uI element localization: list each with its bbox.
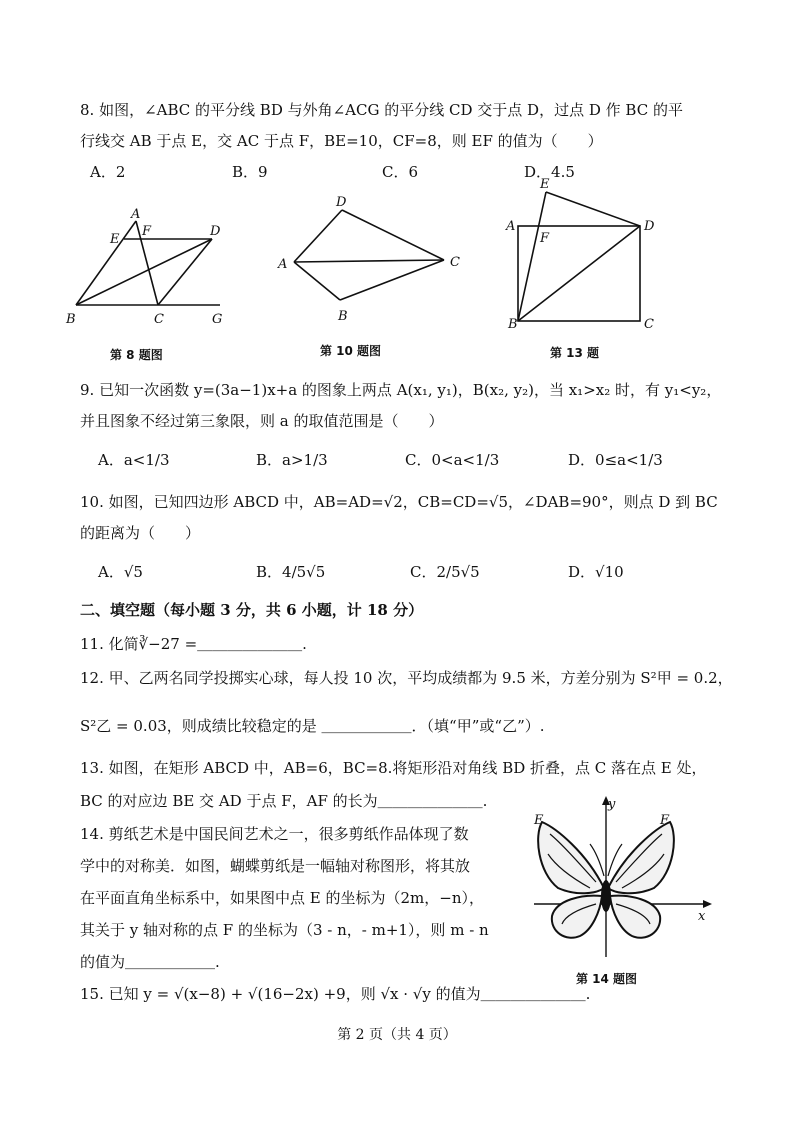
fig10-label-c: C: [450, 255, 460, 270]
fig10-label-d: D: [336, 195, 347, 210]
fig13-caption: 第 13 题: [550, 346, 600, 360]
fig8-label-d: D: [210, 224, 221, 239]
q10-option-b: B．4/5√5: [256, 563, 326, 581]
section-2-heading: 二、填空题（每小题 3 分，共 6 小题，计 18 分）: [80, 601, 424, 619]
fig8-label-c: C: [154, 312, 164, 327]
fig13-label-f: F: [540, 231, 550, 246]
fig13-label-d: D: [644, 219, 655, 234]
q14-line5: 的值为＿＿＿＿＿＿.: [80, 953, 220, 971]
fig10-label-a: A: [278, 257, 288, 272]
q11: 11. 化简∛−27 =＿＿＿＿＿＿＿.: [80, 635, 307, 653]
fig14-label-x: x: [698, 909, 706, 924]
q14-line2: 学中的对称美．如图，蝴蝶剪纸是一幅轴对称图形，将其放: [80, 857, 471, 875]
fig8-label-e: E: [110, 232, 120, 247]
fig13-label-b: B: [508, 317, 518, 332]
fig14-label-f: F: [660, 813, 670, 828]
fig14-caption: 第 14 题图: [576, 972, 638, 986]
fig8-label-b: B: [66, 312, 76, 327]
q8-option-d: D．4.5: [524, 163, 575, 181]
fig13-label-a: A: [506, 219, 516, 234]
q12-line2: S²乙 = 0.03，则成绩比较稳定的是 ＿＿＿＿＿＿．（填“甲”或“乙”）.: [80, 717, 545, 735]
fig13-label-c: C: [644, 317, 654, 332]
q10-line1: 10. 如图，已知四边形 ABCD 中，AB=AD=√2，CB=CD=√5，∠DAB=90°，则点 D 到 BC: [80, 493, 718, 511]
fig14-label-y: y: [608, 797, 616, 812]
fig13-label-e: E: [540, 177, 550, 192]
q9-option-a: A．a<1/3: [98, 451, 170, 469]
q10-line2: 的距离为（ ）: [80, 524, 201, 542]
q8-line1: 8. 如图，∠ABC 的平分线 BD 与外角∠ACG 的平分线 CD 交于点 D，过点 D 作 BC 的平: [80, 101, 683, 119]
fig14-label-e: E: [534, 813, 544, 828]
q9-line1: 9. 已知一次函数 y=(3a−1)x+a 的图象上两点 A(x₁, y₁)，B(x₂, y₂)，当 x₁>x₂ 时，有 y₁<y₂，: [80, 381, 722, 399]
page-footer: 第 2 页（共 4 页）: [337, 1027, 457, 1043]
fig8-label-g: G: [212, 312, 223, 327]
fig8-caption: 第 8 题图: [110, 348, 163, 362]
q9-option-d: D．0≤a<1/3: [568, 451, 663, 469]
fig10-caption: 第 10 题图: [320, 344, 382, 358]
q8-option-c: C．6: [382, 163, 419, 181]
q14-line1: 14. 剪纸艺术是中国民间艺术之一，很多剪纸作品体现了数: [80, 825, 469, 843]
q10-option-c: C．2/5√5: [410, 563, 480, 581]
figure-10: [270, 190, 470, 330]
fig8-label-a: A: [131, 207, 141, 222]
q14-line3: 在平面直角坐标系中，如果图中点 E 的坐标为（2m，−n），: [80, 889, 484, 907]
q13-line2: BC 的对应边 BE 交 AD 于点 F，AF 的长为＿＿＿＿＿＿＿.: [80, 792, 488, 810]
q10-option-d: D．√10: [568, 563, 624, 581]
fig10-label-b: B: [338, 309, 348, 324]
q12-line1: 12. 甲、乙两名同学投掷实心球，每人投 10 次，平均成绩都为 9.5 米，方差分别为 S²甲 = 0.2，: [80, 669, 733, 687]
figure-8: [62, 205, 242, 333]
q8-option-b: B．9: [232, 163, 268, 181]
q15: 15. 已知 y = √(x−8) + √(16−2x) +9，则 √x · √y 的值为＿＿＿＿＿＿＿.: [80, 985, 591, 1003]
q13-line1: 13. 如图，在矩形 ABCD 中，AB=6，BC=8.将矩形沿对角线 BD 折叠，点 C 落在点 E 处，: [80, 759, 707, 777]
q8-line2: 行线交 AB 于点 E，交 AC 于点 F，BE=10，CF=8，则 EF 的值为（ ）: [80, 132, 603, 150]
q10-option-a: A．√5: [98, 563, 143, 581]
figure-14-butterfly: [526, 792, 716, 962]
q9-line2: 并且图象不经过第三象限，则 a 的取值范围是（ ）: [80, 412, 444, 430]
q8-option-a: A．2: [90, 163, 126, 181]
figure-13: [500, 156, 670, 336]
q9-option-b: B．a>1/3: [256, 451, 328, 469]
q9-option-c: C．0<a<1/3: [405, 451, 500, 469]
fig8-label-f: F: [142, 224, 152, 239]
q14-line4: 其关于 y 轴对称的点 F 的坐标为（3 - n，- m+1），则 m - n: [80, 921, 489, 939]
